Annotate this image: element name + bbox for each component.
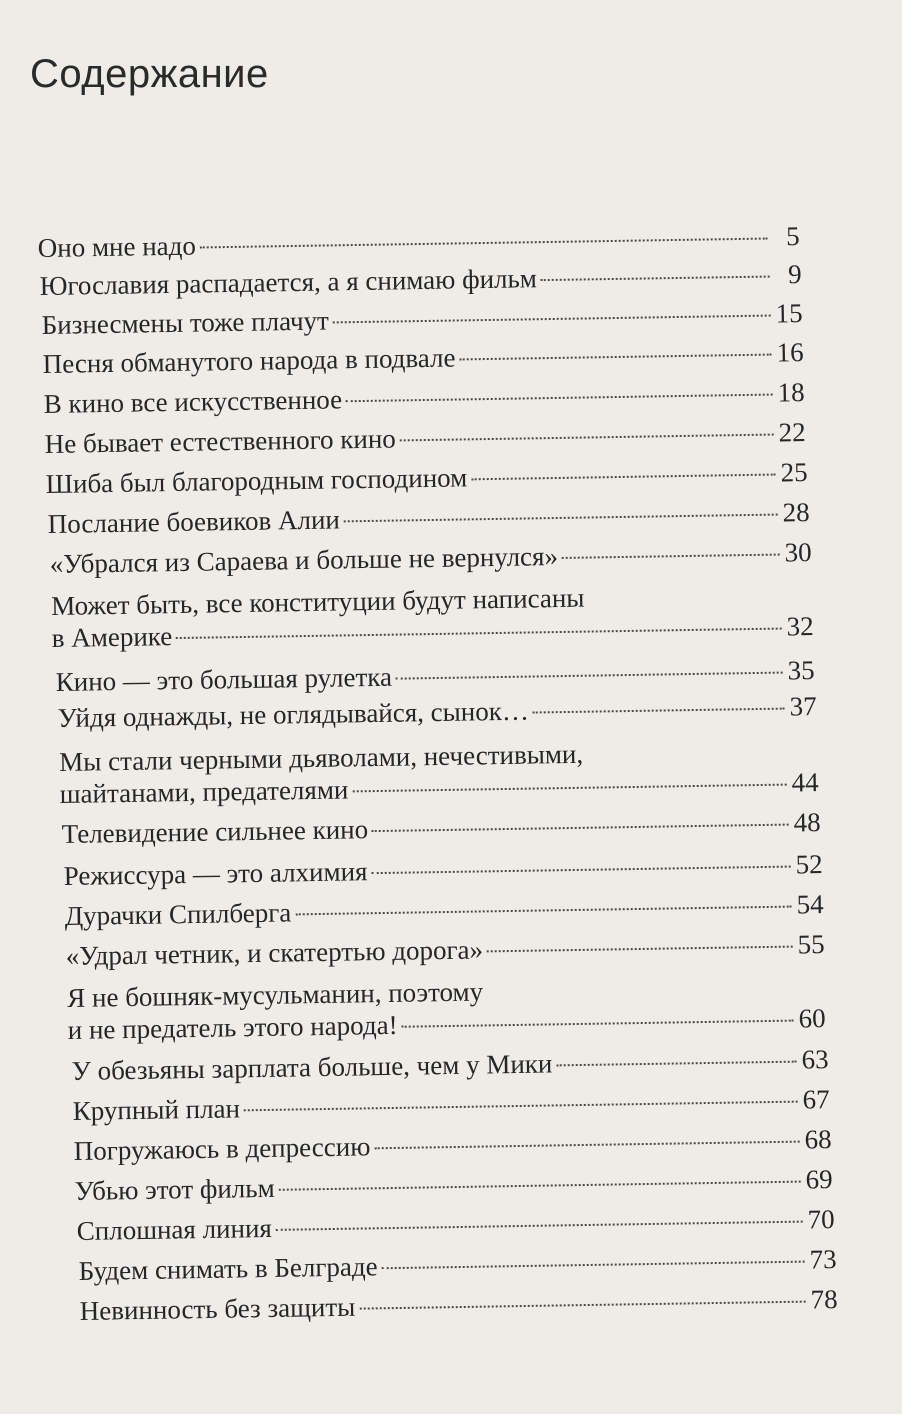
toc-entry-title: Сплошная линия	[76, 1212, 273, 1247]
dot-leader	[372, 824, 789, 833]
toc-entry-title: Шиба был благородным господином	[45, 462, 468, 500]
toc-entry-title: Кино — это большая рулетка	[55, 661, 393, 698]
toc-entry-title: Крупный план	[72, 1093, 241, 1127]
dot-leader	[487, 946, 793, 953]
toc-entry-page-number: 25	[780, 457, 808, 488]
dot-leader	[374, 1141, 799, 1150]
toc-entry-title: в Америке	[51, 621, 173, 654]
dot-leader	[346, 394, 773, 403]
toc-entry-page-number: 60	[798, 1003, 826, 1034]
toc-entry-page-number: 48	[793, 807, 821, 838]
toc-entry-title: «Удрал четник, и скатертью дорога»	[65, 934, 484, 972]
toc-entry	[51, 578, 814, 654]
dot-leader	[371, 866, 790, 875]
toc-entry-page-number: 68	[804, 1124, 832, 1155]
toc-entry	[59, 734, 819, 810]
toc-entry-page-number: 69	[805, 1164, 833, 1195]
toc-entry	[74, 1163, 832, 1207]
dot-leader	[333, 315, 771, 324]
toc-entry-page-number: 28	[782, 497, 810, 528]
toc-entry-title: Югославия распадается, а я снимаю фильм	[39, 263, 538, 302]
dot-leader	[382, 1261, 805, 1270]
toc-entry-page-number: 35	[787, 655, 815, 686]
toc-entry-title: Оно мне надо	[37, 230, 197, 264]
toc-entry	[49, 536, 811, 580]
toc-entry-title-line: Может быть, все конституции будут написаны	[51, 582, 585, 622]
toc-entry-title: Бизнесмены тоже плачут	[41, 305, 330, 341]
toc-entry	[71, 1043, 828, 1087]
toc-entry-page-number: 22	[778, 417, 806, 448]
dot-leader	[276, 1221, 803, 1231]
toc-entry-title: Телевидение сильнее кино	[61, 814, 369, 850]
dot-leader	[359, 1301, 805, 1310]
toc-entry	[79, 1283, 837, 1327]
toc-entry	[43, 376, 804, 420]
toc-entry	[63, 848, 822, 892]
toc-entry	[44, 416, 805, 460]
toc-entry-page-number: 78	[810, 1284, 838, 1315]
toc-entry	[57, 690, 816, 734]
toc-entry	[37, 220, 799, 264]
toc-entry-title: и не предатель этого народа!	[67, 1009, 398, 1046]
toc-entry-page-number: 37	[789, 691, 817, 722]
toc-entry-page-number: 73	[809, 1244, 837, 1275]
toc-entry-title: шайтанами, предателями	[59, 774, 349, 810]
toc-entry	[76, 1203, 834, 1247]
toc-entry-page-number: 9	[787, 259, 802, 290]
toc-entry	[64, 888, 823, 932]
dot-leader	[244, 1101, 798, 1112]
dot-leader	[541, 276, 770, 282]
toc-entry-title: Невинность без защиты	[79, 1291, 356, 1327]
toc-entry-page-number: 32	[786, 611, 814, 642]
toc-entry-title: У обезьяны зарплата больше, чем у Мики	[71, 1048, 553, 1087]
toc-entry-title: Погружаюсь в депрессию	[73, 1131, 371, 1167]
toc-entry-title: Послание боевиков Алии	[47, 504, 341, 540]
toc-entry-page-number: 44	[791, 767, 819, 798]
dot-leader	[176, 628, 782, 640]
toc-entry-title-line: Я не бошняк-мусульманин, поэтому	[67, 976, 484, 1014]
toc-entry	[73, 1123, 831, 1167]
dot-leader	[396, 672, 783, 680]
dot-leader	[279, 1181, 801, 1191]
toc-entry	[65, 928, 824, 972]
dot-leader	[402, 1020, 794, 1028]
toc-entry-page-number: 55	[797, 929, 825, 960]
toc-entry-page-number: 67	[802, 1084, 830, 1115]
toc-entry	[61, 806, 820, 850]
toc-entry-title: Не бывает естественного кино	[44, 423, 396, 460]
toc-entry-title: Убью этот фильм	[74, 1172, 275, 1207]
toc-entry	[67, 970, 826, 1046]
toc-entry	[72, 1083, 829, 1127]
toc-entry	[42, 336, 803, 380]
toc-entry-title: Уйдя однажды, не оглядывайся, сынок…	[57, 695, 530, 734]
toc-entry-page-number: 30	[784, 537, 812, 568]
toc-entry-title: Режиссура — это алхимия	[63, 856, 368, 892]
toc-entry-page-number: 63	[801, 1044, 829, 1075]
dot-leader	[459, 354, 771, 361]
dot-leader	[200, 238, 768, 249]
page-title: Содержание	[30, 52, 269, 96]
toc-entry-title: Песня обманутого народа в подвале	[42, 342, 456, 380]
toc-entry	[45, 456, 807, 500]
toc-entry	[78, 1243, 836, 1287]
toc-entry	[39, 258, 801, 302]
dot-leader	[400, 434, 774, 442]
dot-leader	[295, 906, 791, 916]
toc-entry-title-line: Мы стали черными дьяволами, нечестивыми,	[59, 738, 584, 778]
dot-leader	[562, 554, 780, 559]
toc-entry	[47, 496, 809, 540]
dot-leader	[556, 1061, 796, 1067]
toc-entry	[41, 297, 802, 341]
dot-leader	[352, 784, 786, 793]
toc-entry-title: «Убрался из Сараева и больше не вернулся»	[49, 541, 559, 580]
toc-entry-page-number: 15	[775, 298, 803, 329]
toc-entry-title: Дурачки Спилберга	[64, 897, 292, 932]
dot-leader	[533, 708, 785, 714]
toc-entry-page-number: 54	[796, 889, 824, 920]
dot-leader	[471, 474, 775, 481]
toc-entry-title: Будем снимать в Белграде	[78, 1251, 378, 1287]
toc-entry-title: В кино все искусственное	[43, 384, 343, 420]
toc-entry-page-number: 52	[795, 849, 823, 880]
toc-entry-page-number: 16	[776, 337, 804, 368]
dot-leader	[344, 514, 778, 523]
toc-entry-page-number: 5	[785, 221, 800, 252]
toc-entry-page-number: 70	[807, 1204, 835, 1235]
toc-entry-page-number: 18	[777, 377, 805, 408]
